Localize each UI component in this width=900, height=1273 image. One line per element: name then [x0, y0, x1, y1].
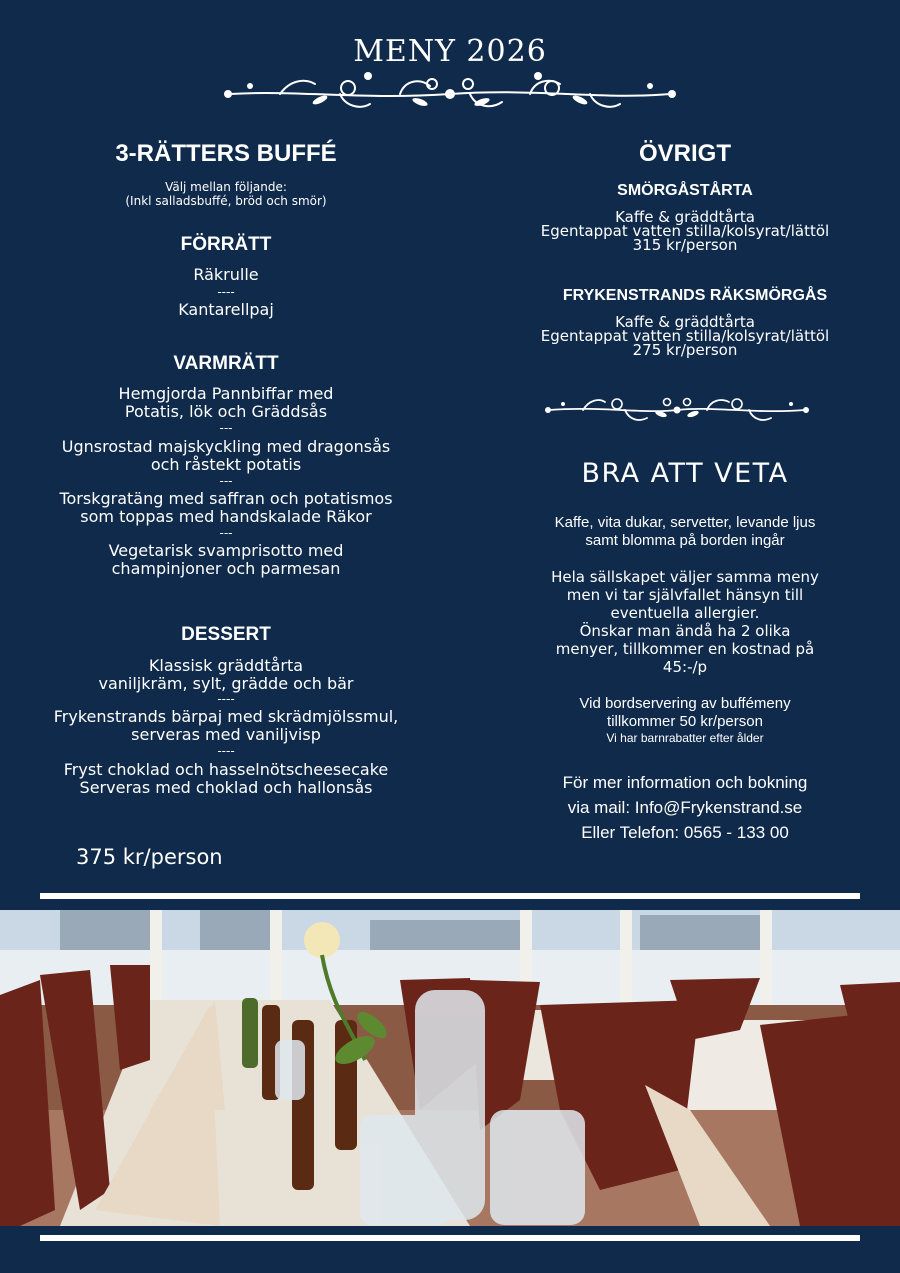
shrimp-sandwich-title: FRYKENSTRANDS RÄKSMÖRGÅS — [562, 287, 828, 304]
starter-item: Räkrulle — [193, 265, 259, 284]
main-item-line: Vegetarisk svamprisotto med — [108, 541, 344, 560]
info-line: samt blomma på borden ingår — [585, 532, 785, 549]
info-line: Önskar man ändå ha 2 olika — [579, 622, 791, 640]
divider-line — [40, 1235, 860, 1241]
dessert-heading: DESSERT — [181, 624, 271, 645]
separator: --- — [219, 474, 233, 488]
dessert-item-line: serveras med vaniljvisp — [131, 725, 321, 744]
main-heading: VARMRÄTT — [173, 353, 279, 374]
floral-vine-divider-icon — [543, 392, 811, 428]
sandwich-cake-line: Kaffe & gräddtårta — [615, 208, 755, 226]
restaurant-photo-illustration — [0, 910, 900, 1226]
info-line: eventuella allergier. — [610, 604, 760, 622]
buffet-note-1: Välj mellan följande: — [165, 180, 287, 194]
info-line: Hela sällskapet väljer samma meny — [551, 568, 819, 586]
separator: ---- — [217, 285, 235, 299]
separator: ---- — [217, 744, 235, 758]
sandwich-cake-price: 315 kr/person — [632, 236, 738, 254]
other-heading: ÖVRIGT — [638, 140, 731, 167]
info-line: men vi tar självfallet hänsyn till — [566, 586, 804, 604]
starter-item: Kantarellpaj — [178, 300, 274, 319]
main-item-line: som toppas med handskalade Räkor — [80, 507, 372, 526]
separator: --- — [219, 421, 233, 435]
main-item-line: Torskgratäng med saffran och potatismos — [59, 489, 393, 508]
sandwich-cake-line: Egentappat vatten stilla/kolsyrat/lättöl — [540, 222, 830, 240]
contact-line: För mer information och bokning — [562, 773, 808, 792]
info-line: tillkommer 50 kr/person — [607, 713, 763, 730]
buffet-note-2: (Inkl salladsbuffé, bröd och smör) — [125, 194, 327, 208]
dessert-item-line: vaniljkräm, sylt, grädde och bär — [98, 674, 354, 693]
main-item-line: champinjoner och parmesan — [111, 559, 341, 578]
dessert-item-line: Klassisk gräddtårta — [148, 656, 304, 675]
info-small-line: Vi har barnrabatter efter ålder — [606, 731, 764, 745]
good-to-know-heading: BRA ATT VETA — [581, 458, 789, 489]
shrimp-sandwich-line: Kaffe & gräddtårta — [615, 313, 755, 331]
info-line: menyer, tillkommer en kostnad på — [555, 640, 815, 658]
contact-email[interactable]: via mail: Info@Frykenstrand.se — [567, 798, 803, 817]
restaurant-photo — [0, 910, 900, 1226]
info-line: 45:-/p — [662, 658, 708, 676]
buffet-price: 375 kr/person — [76, 845, 223, 869]
main-item-line: Potatis, lök och Gräddsås — [124, 402, 328, 421]
divider-line — [40, 893, 860, 899]
starter-heading: FÖRRÄTT — [180, 234, 272, 255]
dessert-item-line: Serveras med choklad och hallonsås — [79, 778, 373, 797]
shrimp-sandwich-line: Egentappat vatten stilla/kolsyrat/lättöl — [540, 327, 830, 345]
shrimp-sandwich-price: 275 kr/person — [632, 341, 738, 359]
main-item-line: och råstekt potatis — [150, 455, 302, 474]
contact-phone[interactable]: Eller Telefon: 0565 - 133 00 — [581, 823, 789, 842]
info-line: Kaffe, vita dukar, servetter, levande ljus — [554, 514, 816, 531]
main-item-line: Ugnsrostad majskyckling med dragonsås — [61, 437, 391, 456]
dessert-item-line: Fryst choklad och hasselnötscheesecake — [63, 760, 389, 779]
separator: ---- — [217, 692, 235, 706]
separator: --- — [219, 526, 233, 540]
menu-title: MENY 2026 — [353, 34, 547, 69]
dessert-item-line: Frykenstrands bärpaj med skrädmjölssmul, — [53, 707, 399, 726]
info-line: Vid bordservering av buffémeny — [579, 695, 791, 712]
buffet-title: 3-RÄTTERS BUFFÉ — [115, 140, 337, 167]
main-item-line: Hemgjorda Pannbiffar med — [118, 384, 334, 403]
floral-vine-divider-icon — [220, 70, 680, 122]
sandwich-cake-title: SMÖRGÅSTÅRTA — [617, 182, 753, 199]
